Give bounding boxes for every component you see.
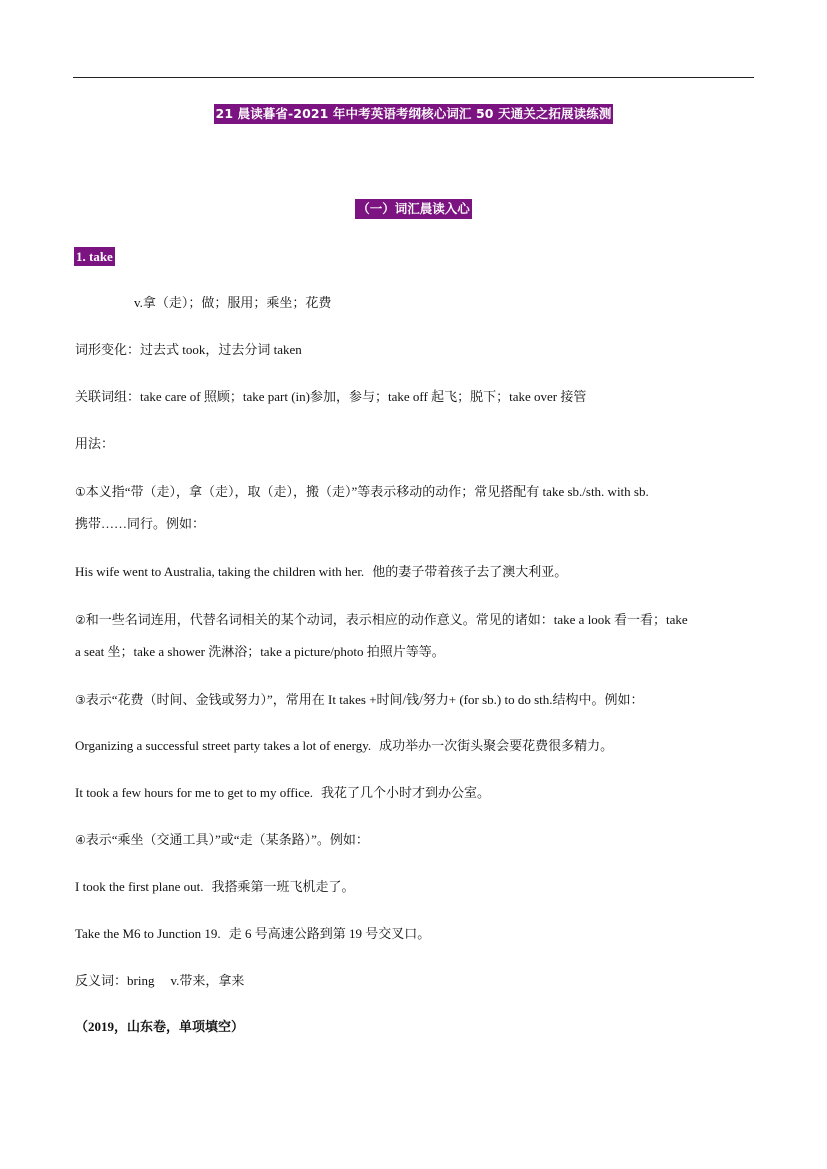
usage-1-text: 本义指“带（走），拿（走），取（走），搬（走）”等表示移动的动作；常见搭配有 take sb./sth. with sb. [85,484,649,499]
section-heading-container [0,199,827,219]
example-2 [75,736,613,756]
example-4-en: I took the first plane out. [75,879,204,894]
usage-2-line-2: a seat 坐；take a shower 洗淋浴；take a picture/photo 拍照片等等。 [75,644,445,659]
example-4 [75,877,355,897]
usage-4-text: 表示“乘坐（交通工具）”或“走（某条路）”。例如： [85,832,369,847]
entry-word: 1. take [76,249,113,264]
title-container [0,104,827,124]
document-title: 21 晨读暮省-2021 年中考英语考纲核心词汇 50 天通关之拓展读练测 [214,104,614,124]
antonym-label: 反义词：bring [75,973,155,988]
usage-3-line-1 [75,690,644,710]
usage-2-text: 和一些名词连用，代替名词相关的某个动词，表示相应的动作意义。常见的诸如：take a look 看一看；take [85,612,688,627]
example-2-en: Organizing a successful street party takes a lot of energy. [75,738,372,753]
usage-label: 用法： [75,436,115,451]
antonym [75,971,244,991]
example-5-en: Take the M6 to Junction 19. [75,926,221,941]
example-3-zh: 我花了几个小时才到办公室。 [321,785,491,800]
usage-4-marker: ④ [75,833,86,847]
usage-2-line-1 [75,610,688,630]
usage-3-marker: ③ [75,693,86,707]
word-forms: 词形变化：过去式 took，过去分词 taken [75,342,302,357]
example-1-zh: 他的妻子带着孩子去了澳大利亚。 [372,564,568,579]
usage-4-line-1 [75,830,369,850]
related-phrases: 关联词组：take care of 照顾；take part (in)参加，参与；take off 起飞；脱下；take over 接管 [75,389,587,404]
usage-2-marker: ② [75,613,86,627]
example-1-en: His wife went to Australia, taking the children with her. [75,564,365,579]
example-3-en: It took a few hours for me to get to my office. [75,785,314,800]
example-2-zh: 成功举办一次街头聚会要花费很多精力。 [379,738,614,753]
example-3 [75,783,490,803]
header-rule [73,77,754,78]
antonym-meaning: v.带来，拿来 [170,973,245,988]
exam-source: （2019，山东卷，单项填空） [75,1019,245,1034]
example-5-zh: 走 6 号高速公路到第 19 号交叉口。 [228,926,431,941]
usage-3-text: 表示“花费（时间、金钱或努力）”，常用在 It takes +时间/钱/努力+ (for sb.) to do sth.结构中。例如： [85,692,644,707]
usage-1-marker: ① [75,485,86,499]
example-4-zh: 我搭乘第一班飞机走了。 [211,879,355,894]
example-1 [75,562,567,582]
definition: v.拿（走）；做；服用；乘坐；花费 [134,295,332,310]
usage-1-line-1 [75,482,649,502]
example-5 [75,924,430,944]
section-heading: （一）词汇晨读入心 [355,199,472,219]
usage-1-line-2: 携带……同行。例如： [75,516,206,531]
